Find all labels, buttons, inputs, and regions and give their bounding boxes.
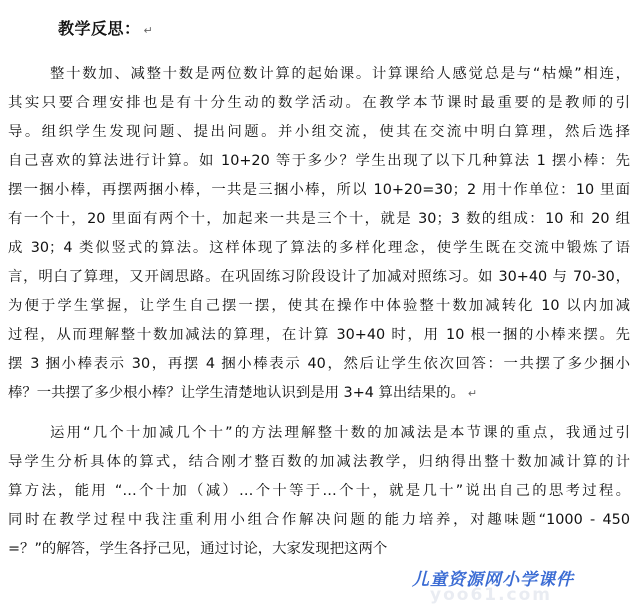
paragraph-line: 过程，从而理解整十数加减法的算理，在计算 30+40 时，用 10 根一捆的小棒来摆。先: [8, 327, 630, 343]
paragraph-line: 运用“几个十加减几个十”的方法理解整十数的加减法是本节课的重点，我通过引: [50, 425, 630, 441]
paragraph-line: 算方法，能用 “…个十加（减）…个十等于…个十，就是几十”说出自己的思考过程。: [8, 483, 630, 499]
paragraph-line: 整十数加、减整十数是两位数计算的起始课。计算课给人感觉总是与“枯燥”相连，: [50, 66, 630, 82]
paragraph-line-text: 棒？一共摆了多少根小棒？让学生清楚地认识到是用 3+4 算出结果的。: [8, 385, 465, 401]
paragraph-line: 摆 3 捆小棒表示 30，再摆 4 捆小棒表示 40，然后让学生依次回答：一共摆了多少捆小: [8, 356, 630, 372]
paragraph-line: 言，明白了算理，又开阔思路。在巩固练习阶段设计了加减对照练习。如 30+40 与 70-30，: [8, 269, 630, 285]
watermark-url: yoo61.com: [430, 585, 553, 605]
paragraph-line: 成 30；4 类似竖式的算法。这样体现了算法的多样化理念，使学生既在交流中锻炼了语: [8, 240, 630, 256]
paragraph-mark-icon: ↵: [143, 24, 154, 37]
paragraph-line: 自己喜欢的算法进行计算。如 10+20 等于多少？学生出现了以下几种算法 1 摆小棒：先: [8, 153, 630, 169]
section-heading: [58, 16, 153, 39]
paragraph-line: 同时在教学过程中我注重利用小组合作解决问题的能力培养，对趣味题“1000 - 450: [8, 512, 630, 528]
paragraph-line-last: [8, 382, 630, 404]
paragraph-line: 摆一捆小棒，再摆两捆小棒，一共是三捆小棒，所以 10+20=30；2 用十作单位：10 里面: [8, 182, 630, 198]
paragraph-mark-icon: ↵: [467, 387, 478, 400]
watermark-text: 儿童资源网小学课件: [412, 570, 574, 590]
paragraph-line: 其实只要合理安排也是有十分生动的数学活动。在教学本节课时最重要的是教师的引: [8, 95, 630, 111]
paragraph-line-last: =？”的解答，学生各抒己见，通过讨论，大家发现把这两个: [8, 541, 388, 557]
paragraph-line: 导学生分析具体的算式，结合刚才整百数的加减法教学，归纳得出整十数加减计算的计: [8, 454, 630, 470]
site-watermark: [408, 565, 636, 605]
paragraph-line: 为便于学生掌握，让学生自己摆一摆，使其在操作中体验整十数加减转化 10 以内加减: [8, 298, 630, 314]
paragraph-line: 有一个十，20 里面有两个十，加起来一共是三个十，就是 30；3 数的组成：10 和 20 组: [8, 211, 630, 227]
section-heading-text: 教学反思：: [58, 19, 141, 38]
paragraph-line: 导。组织学生发现问题、提出问题。并小组交流，使其在交流中明白算理，然后选择: [8, 124, 630, 140]
